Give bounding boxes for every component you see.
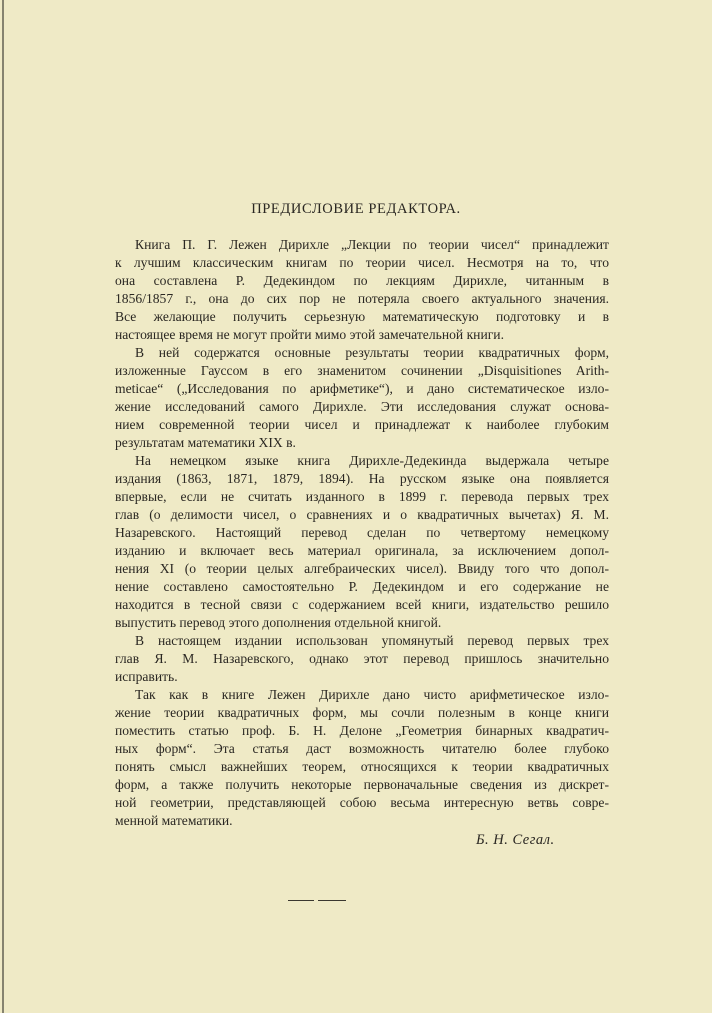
text-line: изложенные Гауссом в его знаменитом сочинении „Disquisitiones Arith- (115, 363, 609, 378)
text-line: исправить. (115, 669, 178, 684)
text-line: поместить статью проф. Б. Н. Делоне „Геометрия бинарных квадратич- (115, 723, 609, 738)
text-line: meticae“ („Исследования по арифметике“), и дано систематическое изло- (115, 381, 609, 396)
text-line: нием современной теории чисел и принадлежат к наиболее глубоким (115, 417, 609, 432)
text-line: к лучшим классическим книгам по теории чисел. Несмотря на то, что (115, 255, 609, 270)
text-line: нение составлено самостоятельно Р. Дедекиндом и его содержание не (115, 579, 609, 594)
text-line: менной математики. (115, 813, 233, 828)
text-line: ных форм“. Эта статья даст возможность читателю более глубоко (115, 741, 609, 756)
text-line: глав Я. М. Назаревского, однако этот перевод пришлось значительно (115, 651, 609, 666)
text-line: результатам математики XIX в. (115, 435, 296, 450)
text-line: издания (1863, 1871, 1879, 1894). На русском языке она появляется (115, 471, 609, 486)
divider-rule (288, 900, 314, 901)
text-line: впервые, если не считать изданного в 1899 г. перевода первых трех (115, 489, 609, 504)
divider-rule (318, 900, 346, 901)
paragraph (115, 344, 609, 452)
text-line: Назаревского. Настоящий перевод сделан по четвертому немецкому (115, 525, 609, 540)
text-line: ной геометрии, представляющей собою весьма интересную ветвь совре- (115, 795, 609, 810)
text-line: В настоящем издании использован упомянутый перевод первых трех (135, 633, 609, 648)
paragraph (115, 452, 609, 632)
text-line: Так как в книге Лежен Дирихле дано чисто арифметическое изло- (135, 687, 609, 702)
text-line: Книга П. Г. Лежен Дирихле „Лекции по теории чисел“ принадлежит (135, 237, 609, 252)
page-edge (2, 0, 4, 1013)
paragraph (115, 236, 609, 344)
paragraph (115, 632, 609, 686)
signature: Б. Н. Сегал. (476, 832, 555, 848)
text-line: В ней содержатся основные результаты теории квадратичных форм, (135, 345, 609, 360)
text-line: нения XI (о теории целых алгебраических чисел). Ввиду того что допол- (115, 561, 609, 576)
text-line: жение теории квадратичных форм, мы сочли полезным в конце книги (115, 705, 609, 720)
text-line: изданию и включает весь материал оригинала, за исключением допол- (115, 543, 609, 558)
paragraph (115, 686, 609, 830)
preface-body (115, 236, 609, 830)
text-line: выпустить перевод этого дополнения отдельной книгой. (115, 615, 442, 630)
text-line: На немецком языке книга Дирихле-Дедекинда выдержала четыре (135, 453, 609, 468)
text-line: она составлена Р. Дедекиндом по лекциям Дирихле, читанным в (115, 273, 609, 288)
text-line: глав (о делимости чисел, о сравнениях и о квадратичных вычетах) Я. М. (115, 507, 609, 522)
text-line: 1856/1857 г., она до сих пор не потеряла своего актуального значения. (115, 291, 609, 306)
text-line: Все желающие получить серьезную математическую подготовку и в (115, 309, 609, 324)
text-line: находится в тесной связи с содержанием всей книги, издательство решило (115, 597, 609, 612)
text-line: понять смысл важнейших теорем, относящихся к теории квадратичных (115, 759, 609, 774)
text-line: жение исследований самого Дирихле. Эти исследования служат основа- (115, 399, 609, 414)
text-line: настоящее время не могут пройти мимо этой замечательной книги. (115, 327, 504, 342)
text-line: форм, а также получить некоторые первоначальные сведения из дискрет- (115, 777, 609, 792)
page-title: ПРЕДИСЛОВИЕ РЕДАКТОРА. (251, 201, 461, 217)
